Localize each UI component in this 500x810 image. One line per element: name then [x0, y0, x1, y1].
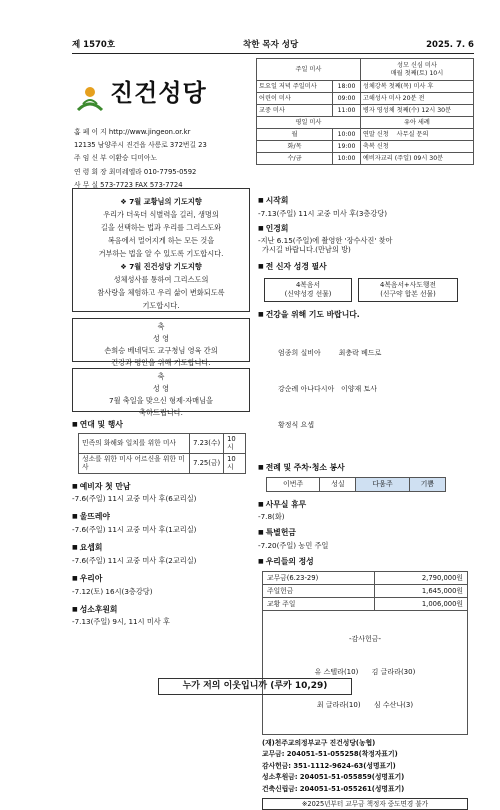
inkyung-text-1: -지난 6.15(주일)에 촬영한 '장수사진' 찾아	[258, 236, 393, 246]
memorial-name: 성소를 위한 미사 어르신을 위한 미사	[79, 453, 190, 473]
memorial-name: 민족의 화해와 일치를 위한 미사	[79, 433, 190, 453]
vocation-text: -7.13(주일) 9시, 11시 미사 후	[72, 617, 170, 627]
blessing-subtitle: 성 영	[152, 334, 170, 343]
mass-row-label: 교중 미사	[257, 105, 333, 117]
offering-amount: 1,006,000원	[374, 597, 467, 610]
mass-row-label: 어린이 미사	[257, 93, 333, 105]
service-cell: 다움주	[356, 477, 409, 491]
homepage[interactable]: 홈 페 이 지 http://www.jingeon.or.kr	[74, 128, 191, 136]
pope-intention-line: 복음에서 멀어지게 하는 모든 것을	[107, 236, 215, 245]
special-offering-text: -7.20(주일) 농민 주일	[258, 541, 329, 551]
bulletin-title: 착한 목자 성당	[242, 40, 299, 51]
mass-header-marian: 성모 신심 미사 매월 첫째(토) 10시	[360, 59, 473, 81]
seniors-title: ■ 시작회	[258, 196, 476, 206]
ultreya-title: ■ 울뜨레야	[72, 512, 252, 522]
issue-number: 제 1570호	[72, 40, 116, 51]
prayer-intentions-box	[72, 188, 250, 312]
mass-row-note: 병자 영성체 첫째(수) 12시 30분	[360, 105, 473, 117]
mass-row-label: 토요일 저녁 주일미사	[257, 81, 333, 93]
memorial-section-title: ■ 연대 및 행사	[72, 420, 252, 430]
weekday-row-day: 월	[257, 129, 333, 141]
feast-title: 축	[157, 372, 165, 381]
offerings-table	[262, 571, 468, 735]
pope-intention-line: 길을 선택하는 법과 우리를 그리스도와	[100, 223, 222, 232]
catechumen-title: ■ 예비자 첫 만남	[72, 482, 252, 492]
parish-intention-line: 성체성사를 통하여 그리스도의	[113, 275, 209, 284]
offering-label: 주일헌금	[263, 584, 375, 597]
infant-baptism-header: 유아 세례	[360, 117, 473, 129]
council-contact: 연 령 회 장 최미레엘라 010-7795-0592	[74, 167, 197, 176]
feast-line: 축하드립니다.	[139, 408, 183, 417]
prayer-request-line: 엄종희 실비아 최충락 베드로	[278, 348, 382, 357]
weekday-row-note: 예비자교리 (주일) 09시 30분	[360, 153, 473, 165]
header-bar	[72, 38, 474, 54]
uria-title: ■ 우리아	[72, 574, 252, 584]
service-cell: 기쁨	[409, 477, 445, 491]
seniors-text: -7.13(주일) 11시 교중 미사 후(3층강당)	[258, 208, 388, 218]
offering-amount: 1,645,000원	[374, 584, 467, 597]
bible-option-acts: 4복음서+사도행전 (신구약 합본 선물)	[358, 278, 458, 302]
pope-intention-title: ❖ 7월 교황님의 기도지향	[120, 197, 202, 206]
mass-row-time: 11:00	[333, 105, 361, 117]
memorial-time: 10시	[224, 453, 246, 473]
weekday-row-note: 연말 신청 사무실 문의	[360, 129, 473, 141]
mass-row-time: 18:00	[333, 81, 361, 93]
pope-intention-line: 거부하는 법을 알 수 있도록 기도합시다.	[98, 249, 224, 258]
memorial-time: 10시	[224, 433, 246, 453]
offerings-title: ■ 우리들의 정성	[258, 557, 476, 567]
thanks-title: -감사헌금-	[348, 634, 382, 643]
weekday-row-day: 수/금	[257, 153, 333, 165]
mass-row-note: 고해성사 미사 20분 전	[360, 93, 473, 105]
parish-name: 진건성당	[110, 78, 207, 107]
uria-text: -7.12(토) 16시(3층강당)	[72, 586, 153, 596]
ultreya-text: -7.6(주일) 11시 교중 미사 후(1교리실)	[72, 525, 197, 535]
office-closed-title: ■ 사무실 휴무	[258, 500, 476, 510]
inkyung-title: ■ 인경회	[258, 224, 476, 234]
joseph-text: -7.6(주일) 11시 교중 미사 후(2교리실)	[72, 555, 197, 565]
parish-intention-title: ❖ 7월 진건성당 기도지향	[120, 262, 202, 271]
weekday-row-day: 화/목	[257, 141, 333, 153]
prayer-request-line: 황정식 요셉	[278, 420, 315, 429]
bible-copy-options	[264, 278, 476, 302]
service-cell: 이번주	[267, 477, 320, 491]
offering-label: 교무금(6.23-29)	[263, 571, 375, 584]
bible-copy-title: ■ 전 신자 성경 필사	[258, 262, 476, 272]
mass-header-sunday: 주일 미사	[257, 59, 361, 81]
right-announcements	[258, 196, 476, 810]
gospel-verse: 누가 저의 이웃입니까 (루카 10,29)	[158, 678, 352, 695]
bank-accounts	[262, 738, 476, 795]
pastor: 주 임 신 부 이환승 디미아노	[74, 154, 158, 163]
prayer-request-line: 강순례 아나다시아 이양재 토사	[278, 384, 378, 393]
office-closed-text: -7.8(화)	[258, 512, 285, 522]
feast-line: 7월 축일을 맞으신 형제·자매님을	[109, 396, 213, 405]
special-offering-title: ■ 특별헌금	[258, 528, 476, 538]
feast-day-box	[72, 368, 250, 417]
weekday-row-time: 19:00	[333, 141, 361, 153]
blessing-line: 손희승 베네딕도 교구청님 영육 간의	[104, 346, 218, 355]
blessing-line: 건강과 평안을 위해 기도합니다.	[111, 358, 211, 367]
service-cell: 성실	[320, 477, 356, 491]
weekday-mass-header: 평일 미사	[257, 117, 361, 129]
offering-label: 교황 주일	[263, 597, 375, 610]
bulletin-date: 2025. 7. 6	[426, 40, 474, 51]
office-contact: 사 무 실 573-7723 FAX 573-7724	[74, 180, 183, 189]
parish-intention-line: 기도합시다.	[142, 301, 180, 310]
tithe-notice: ※2025년부터 교무금 책정자 중도면경 불가	[262, 798, 468, 810]
account-line: 성소후원금: 204051-51-055859(성명표기)	[262, 773, 405, 782]
weekday-row-time: 10:00	[333, 129, 361, 141]
thanks-offerings	[263, 610, 468, 734]
account-line: 감사헌금: 351-1112-9624-63(성명표기)	[262, 761, 396, 770]
service-title: ■ 전례 및 주차·청소 봉사	[258, 463, 476, 473]
account-line: 건축신립금: 204051-51-055261(성명표기)	[262, 784, 405, 793]
parish-logo-icon	[74, 84, 106, 114]
offering-amount: 2,790,000원	[374, 571, 467, 584]
weekday-row-note: 축복 신청	[360, 141, 473, 153]
vocation-title: ■ 성소후원회	[72, 605, 252, 615]
thanks-line: 유 스텔라(10) 김 글라라(30)	[314, 667, 416, 676]
office-inquiry: 사무실 문의	[396, 130, 429, 138]
prayer-request-title: ■ 건강을 위해 기도 바랍니다.	[258, 310, 476, 320]
left-announcements	[72, 420, 252, 626]
blessing-title: 축	[157, 322, 165, 331]
memorial-date: 7.23(수)	[190, 433, 224, 453]
address: 12135 남양주시 진건읍 사릉로 372번길 23	[74, 141, 207, 150]
joseph-title: ■ 요셉회	[72, 543, 252, 553]
weekday-row-time: 10:00	[333, 153, 361, 165]
account-line: (재)천주교의정부교구 진건성당(농협)	[262, 738, 376, 747]
blessing-box	[72, 318, 250, 367]
account-line: 교무금: 204051-51-055258(착정자표기)	[262, 750, 398, 759]
parish-intention-line: 참사랑을 체험하고 우리 삶이 변화되도록	[97, 288, 225, 297]
service-table	[266, 477, 446, 492]
prayer-request-names	[278, 323, 476, 455]
inkyung-text-2: 가시길 바랍니다.(만남의 방)	[262, 245, 351, 255]
pope-intention-line: 우리가 더욱더 식별력을 길러, 생명의	[103, 210, 219, 219]
bible-option-gospels: 4복음서 (신약성경 선물)	[264, 278, 352, 302]
feast-subtitle: 성 영	[152, 384, 170, 393]
parish-info	[74, 126, 207, 192]
memorial-table	[78, 433, 246, 474]
mass-row-note: 성체강복 첫째(목) 미사 후	[360, 81, 473, 93]
memorial-date: 7.25(금)	[190, 453, 224, 473]
mass-row-time: 09:00	[333, 93, 361, 105]
mass-schedule-table	[256, 58, 474, 165]
thanks-line: 최 글라라(10) 심 수산나(3)	[316, 700, 414, 709]
catechumen-text: -7.6(주일) 11시 교중 미사 후(6교리실)	[72, 494, 197, 504]
